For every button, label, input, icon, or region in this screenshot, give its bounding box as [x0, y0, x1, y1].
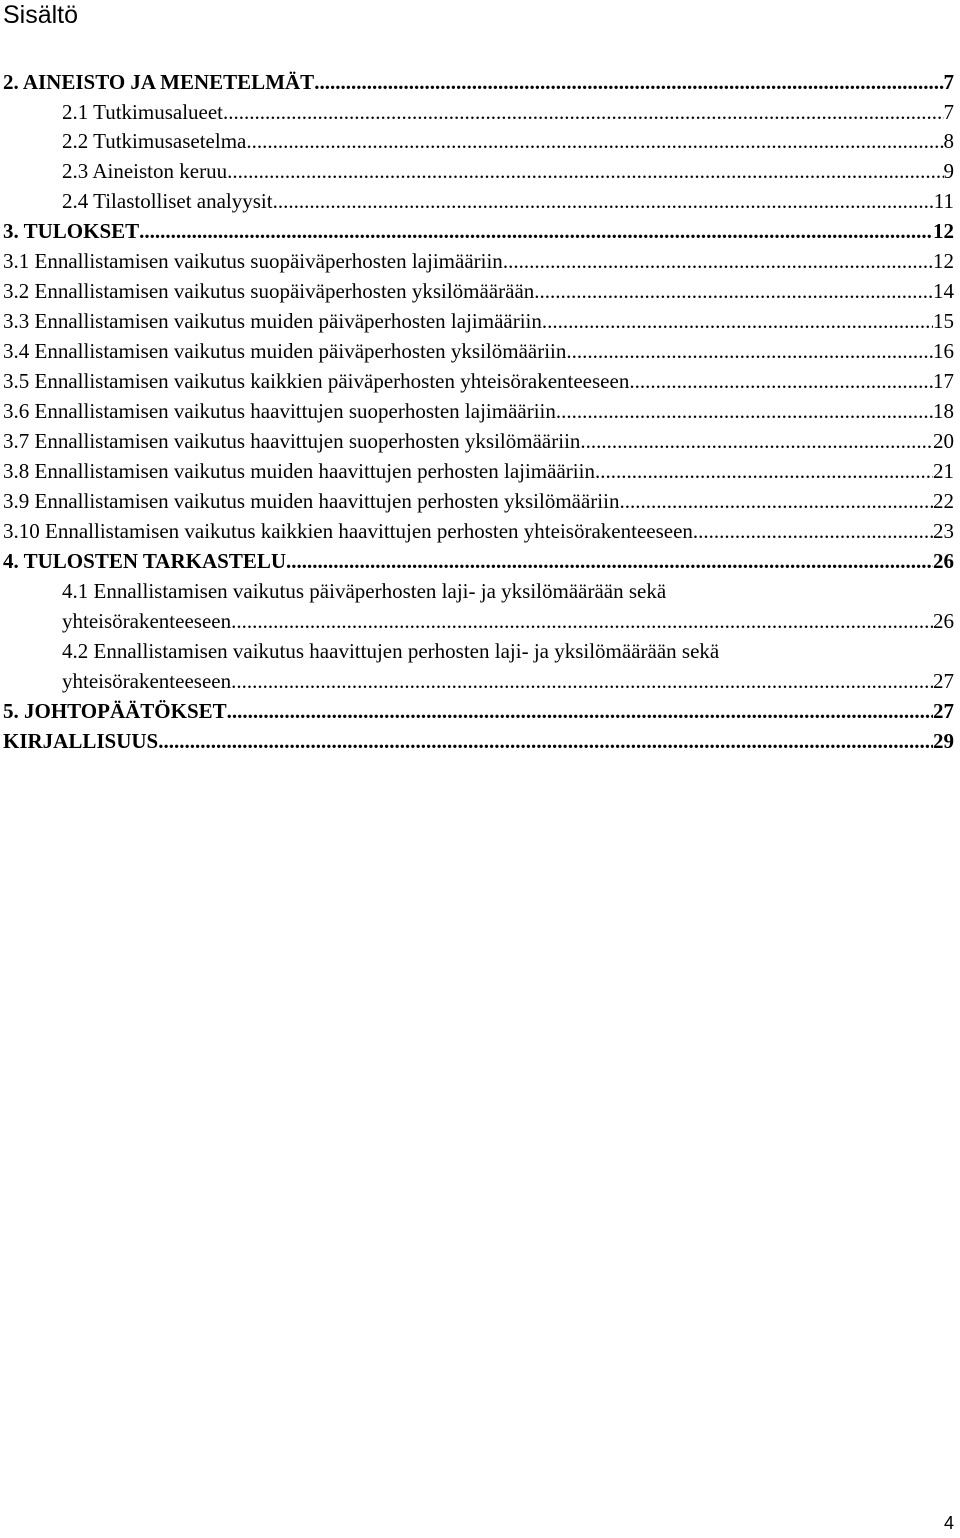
toc-entry-title: 5. JOHTOPÄÄTÖKSET — [3, 699, 227, 723]
toc-entry-5[interactable] — [3, 698, 954, 724]
dot-leader — [698, 518, 933, 544]
toc-entry-page: 17 — [933, 369, 954, 393]
toc-entry-title: 4. TULOSTEN TARKASTELU — [3, 549, 287, 573]
toc-entry-title: KIRJALLISUUS — [3, 729, 159, 753]
dot-leader — [566, 338, 933, 364]
toc-entry-page: 9 — [943, 159, 954, 183]
toc-entry-page: 26 — [933, 609, 954, 633]
dot-leader — [231, 668, 933, 694]
page-number: 4 — [943, 1513, 954, 1533]
toc-entry-page: 7 — [943, 70, 954, 94]
dot-leader — [246, 128, 943, 154]
toc-entry-page: 11 — [933, 189, 954, 213]
toc-entry-3-1[interactable] — [3, 248, 954, 274]
toc-entry-3-3[interactable] — [3, 308, 954, 334]
toc-entry-4-2[interactable] — [62, 668, 954, 694]
toc-entry-3-10[interactable] — [3, 518, 954, 544]
dot-leader — [158, 728, 933, 754]
toc-entry-title: 3.9 Ennallistamisen vaikutus muiden haavittujen perhosten yksilömääriin — [3, 489, 620, 513]
dot-leader — [619, 488, 933, 514]
toc-entry-title: 3.6 Ennallistamisen vaikutus haavittujen suoperhosten lajimääriin — [3, 399, 556, 423]
toc-entry-title: 3.5 Ennallistamisen vaikutus kaikkien päiväperhosten yhteisörakenteeseen — [3, 369, 630, 393]
dot-leader — [542, 308, 933, 334]
dot-leader — [139, 218, 933, 244]
dot-leader — [503, 248, 933, 274]
toc-entry-title: 2.3 Aineiston keruu — [62, 159, 228, 183]
toc-entry-3-5[interactable] — [3, 368, 954, 394]
toc-entry-3-8[interactable] — [3, 458, 954, 484]
toc-entry-4-1-line1[interactable]: 4.1 Ennallistamisen vaikutus päiväperhosten laji- ja yksilömäärään sekä — [62, 579, 667, 603]
toc-entry-2-1[interactable] — [62, 99, 954, 125]
toc-entry-page: 22 — [933, 489, 954, 513]
toc-entry-3[interactable] — [3, 218, 954, 244]
toc-entry-page: 15 — [933, 309, 954, 333]
toc-entry-title: yhteisörakenteeseen — [62, 609, 232, 633]
toc-entry-title: 3.10 Ennallistamisen vaikutus kaikkien haavittujen perhosten yhteisörakenteeseen. — [3, 519, 699, 543]
toc-entry-title: 3. TULOKSET — [3, 219, 140, 243]
toc-entry-page: 16 — [933, 339, 954, 363]
toc-entry-page: 12 — [933, 219, 954, 243]
toc-entry-page: 8 — [943, 129, 954, 153]
toc-entry-title: 3.3 Ennallistamisen vaikutus muiden päiväperhosten lajimääriin — [3, 309, 542, 333]
dot-leader — [595, 458, 933, 484]
toc-entry-3-4[interactable] — [3, 338, 954, 364]
toc-entry-page: 21 — [933, 459, 954, 483]
toc-entry-page: 27 — [933, 699, 954, 723]
toc-entry-2[interactable] — [3, 69, 954, 95]
toc-entry-4-1[interactable] — [62, 608, 954, 634]
toc-entry-page: 20 — [933, 429, 954, 453]
dot-leader — [231, 608, 933, 634]
dot-leader — [580, 428, 933, 454]
toc-entry-2-2[interactable] — [62, 128, 954, 154]
dot-leader — [534, 278, 933, 304]
toc-entry-page: 26 — [933, 549, 954, 573]
toc-entry-3-7[interactable] — [3, 428, 954, 454]
dot-leader — [314, 69, 943, 95]
toc-entry-2-3[interactable] — [62, 158, 954, 184]
toc-entry-page: 29 — [933, 729, 954, 753]
dot-leader — [286, 548, 933, 574]
toc-entry-title: 3.2 Ennallistamisen vaikutus suopäiväperhosten yksilömäärään — [3, 279, 535, 303]
toc-entry-4-2-line1[interactable]: 4.2 Ennallistamisen vaikutus haavittujen perhosten laji- ja yksilömäärään sekä — [62, 639, 720, 663]
toc-entry-title: 2.4 Tilastolliset analyysit — [62, 189, 273, 213]
toc-entry-page: 23 — [933, 519, 954, 543]
toc-entry-title: 2. AINEISTO JA MENETELMÄT — [3, 70, 315, 94]
toc-entry-title: 3.4 Ennallistamisen vaikutus muiden päiväperhosten yksilömääriin — [3, 339, 567, 363]
page-title: Sisältö — [3, 1, 79, 29]
toc-entry-3-2[interactable] — [3, 278, 954, 304]
toc-entry-title: 2.2 Tutkimusasetelma — [62, 129, 247, 153]
toc-entry-2-4[interactable] — [62, 188, 954, 214]
dot-leader — [227, 158, 943, 184]
dot-leader — [223, 99, 943, 125]
toc-entry-3-6[interactable] — [3, 398, 954, 424]
toc-entry-title: 2.1 Tutkimusalueet — [62, 100, 224, 124]
toc-entry-page: 7 — [943, 100, 954, 124]
toc-entry-page: 18 — [933, 399, 954, 423]
dot-leader — [556, 398, 933, 424]
toc-entry-page: 12 — [933, 249, 954, 273]
toc-entry-page: 14 — [933, 279, 954, 303]
toc-entry-4[interactable] — [3, 548, 954, 574]
dot-leader — [629, 368, 933, 394]
toc-entry-3-9[interactable] — [3, 488, 954, 514]
toc-entry-page: 27 — [933, 669, 954, 693]
toc-entry-title: 3.8 Ennallistamisen vaikutus muiden haavittujen perhosten lajimääriin — [3, 459, 595, 483]
dot-leader — [227, 698, 933, 724]
toc-entry-kirjallisuus[interactable] — [3, 728, 954, 754]
dot-leader — [273, 188, 934, 214]
toc-entry-title: 3.1 Ennallistamisen vaikutus suopäiväperhosten lajimääriin — [3, 249, 503, 273]
toc-entry-title: yhteisörakenteeseen — [62, 669, 232, 693]
toc-entry-title: 3.7 Ennallistamisen vaikutus haavittujen suoperhosten yksilömääriin — [3, 429, 581, 453]
